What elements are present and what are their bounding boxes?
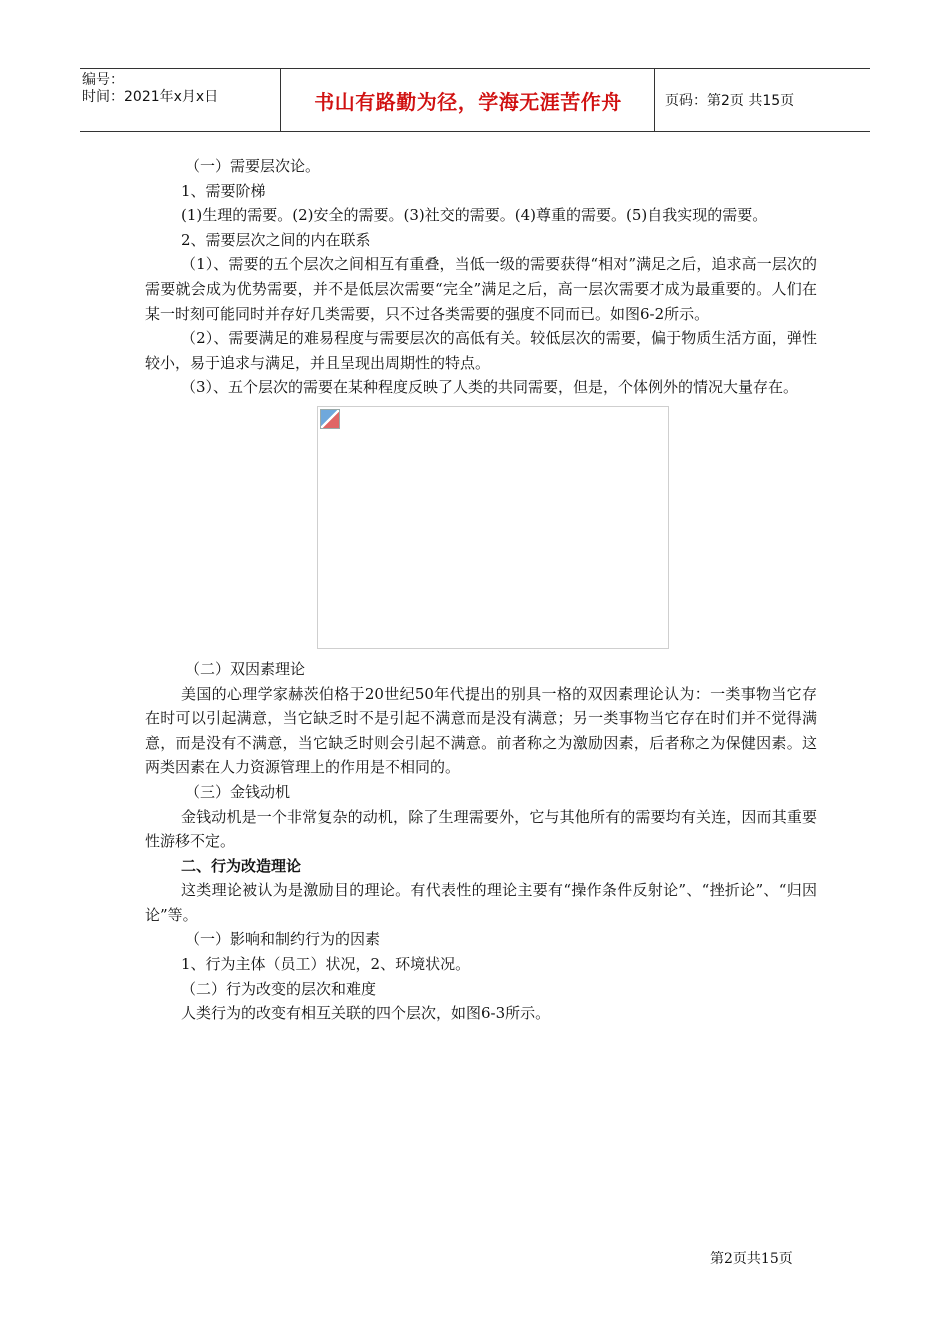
paragraph: 这类理论被认为是激励目的理论。有代表性的理论主要有“操作条件反射论”、“挫折论”、“归因论”等。 [145,881,817,924]
number-label: 编号： [82,72,124,88]
paragraph: （3）、五个层次的需要在某种程度反映了人类的共同需要，但是，个体例外的情况大量存在。 [181,378,799,397]
header-motto: 书山有路勤为径，学海无涯苦作舟 [282,69,655,131]
section-heading: （一）影响和制约行为的因素 [185,930,381,949]
broken-image-icon [320,409,340,429]
header-page-label: 页码：第2页 共15页 [665,93,795,109]
paragraph: (1)生理的需要。(2)安全的需要。(3)社交的需要。(4)尊重的需要。(5)自我实现的需要。 [181,206,768,225]
chapter-heading: 二、行为改造理论 [181,856,302,875]
figure-placeholder [317,406,669,649]
header-table [80,68,870,132]
paragraph: 金钱动机是一个非常复杂的动机，除了生理需要外，它与其他所有的需要均有关连，因而其重要性游移不定。 [145,807,817,851]
document-body [145,154,817,1026]
paragraph: （1）、需要的五个层次之间相互有重叠，当低一级的需要获得“相对”满足之后，追求高一层次的需要就会成为优势需要，并不是低层次需要“完全”满足之后，高一层次需要才成为最重要的。人们在某一时刻可能同时并存好几类需要，只不过各类需要的强度不同而已。如图6-2所示。 [145,255,817,323]
section-heading: （二）行为改变的层次和难度 [181,979,377,998]
header-meta-cell [80,69,281,131]
subheading: 1、需要阶梯 [181,181,266,200]
footer-page-number: 第2页共15页 [710,1251,793,1267]
subheading: 2、需要层次之间的内在联系 [181,230,371,249]
section-heading: （一）需要层次论。 [185,157,321,175]
section-heading: （三）金钱动机 [185,782,291,801]
time-label: 时间：2021年x月x日 [82,89,219,105]
paragraph: （2）、需要满足的难易程度与需要层次的高低有关。较低层次的需要，偏于物质生活方面，弹性较小，易于追求与满足，并且呈现出周期性的特点。 [145,329,817,372]
paragraph: 人类行为的改变有相互关联的四个层次，如图6-3所示。 [181,1004,551,1023]
paragraph: 1、行为主体（员工）状况，2、环境状况。 [181,955,471,974]
section-heading: （二）双因素理论 [185,659,306,678]
paragraph: 美国的心理学家赫茨伯格于20世纪50年代提出的别具一格的双因素理论认为：一类事物当它存在时可以引起满意，当它缺乏时不是引起不满意而是没有满意；另一类事物当它存在时们并不觉得满意，而是没有不满意，当它缺乏时则会引起不满意。前者称之为激励因素，后者称之为保健因素。这两类因素在人力资源管理上的作用是不相同的。 [145,684,817,777]
